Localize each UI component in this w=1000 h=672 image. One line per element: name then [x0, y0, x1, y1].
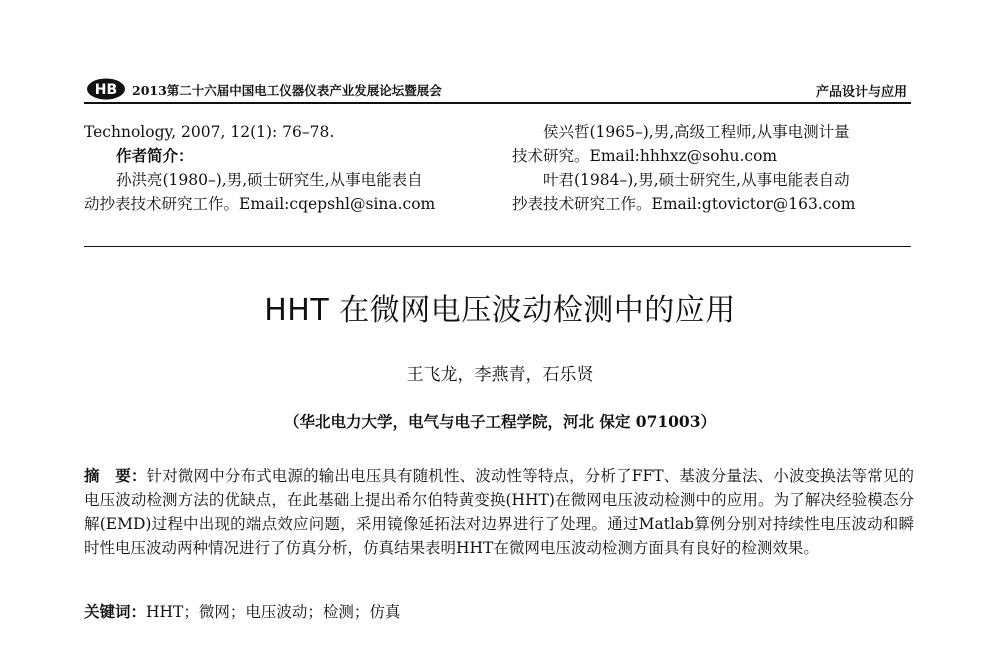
author-bio-line: 侯兴哲(1965–),男,高级工程师,从事电测计量: [543, 123, 850, 141]
author-bio-line: 孙洪亮(1980–),男,硕士研究生,从事电能表自: [116, 171, 423, 189]
paper-title: HHT 在微网电压波动检测中的应用: [264, 293, 736, 328]
keywords-label: 关键词：: [84, 602, 147, 621]
running-header-section: 产品设计与应用: [816, 85, 908, 100]
section-rule: [84, 246, 911, 247]
running-header-conference: 2013第二十六届中国电工仪器仪表产业发展论坛暨展会: [132, 83, 442, 98]
author-bio-line: 动抄表技术研究工作。Email:cqepshl@sina.com: [84, 195, 436, 213]
author-bio-line: 抄表技术研究工作。Email:gtovictor@163.com: [512, 195, 856, 213]
paper-authors: 王飞龙，李燕青，石乐贤: [406, 365, 594, 385]
abstract: [84, 464, 914, 560]
author-bio-line: 技术研究。Email:hhhxz@sohu.com: [512, 147, 778, 165]
author-bio-line: 叶君(1984–),男,硕士研究生,从事电能表自动: [543, 171, 850, 189]
reference-line: Technology, 2007, 12(1): 76–78.: [84, 123, 335, 141]
paper-affiliation: （华北电力大学，电气与电子工程学院，河北 保定 071003）: [283, 412, 716, 431]
svg-text:HB: HB: [94, 82, 118, 98]
abstract-label: 摘 要：: [84, 466, 147, 485]
abstract-text: 针对微网中分布式电源的输出电压具有随机性、波动性等特点，分析了FFT、基波分量法、小波变换法等常见的电压波动检测方法的优缺点，在此基础上提出希尔伯特黄变换(HHT)在微网电压波动检测中的应用。为了解决经验模态分解(EMD)过程中出现的端点效应问题，采用镜像延拓法对边界进行了处理。通过Matlab算例分别对持续性电压波动和瞬时性电压波动两种情况进行了仿真分析，仿真结果表明HHT在微网电压波动检测方面具有良好的检测效果。: [84, 467, 914, 557]
header-rule: [84, 102, 911, 104]
conference-logo-icon: [86, 78, 126, 100]
author-intro-heading: 作者简介：: [116, 146, 194, 165]
keywords-text: HHT；微网；电压波动；检测；仿真: [146, 603, 401, 621]
keywords: [84, 600, 400, 622]
